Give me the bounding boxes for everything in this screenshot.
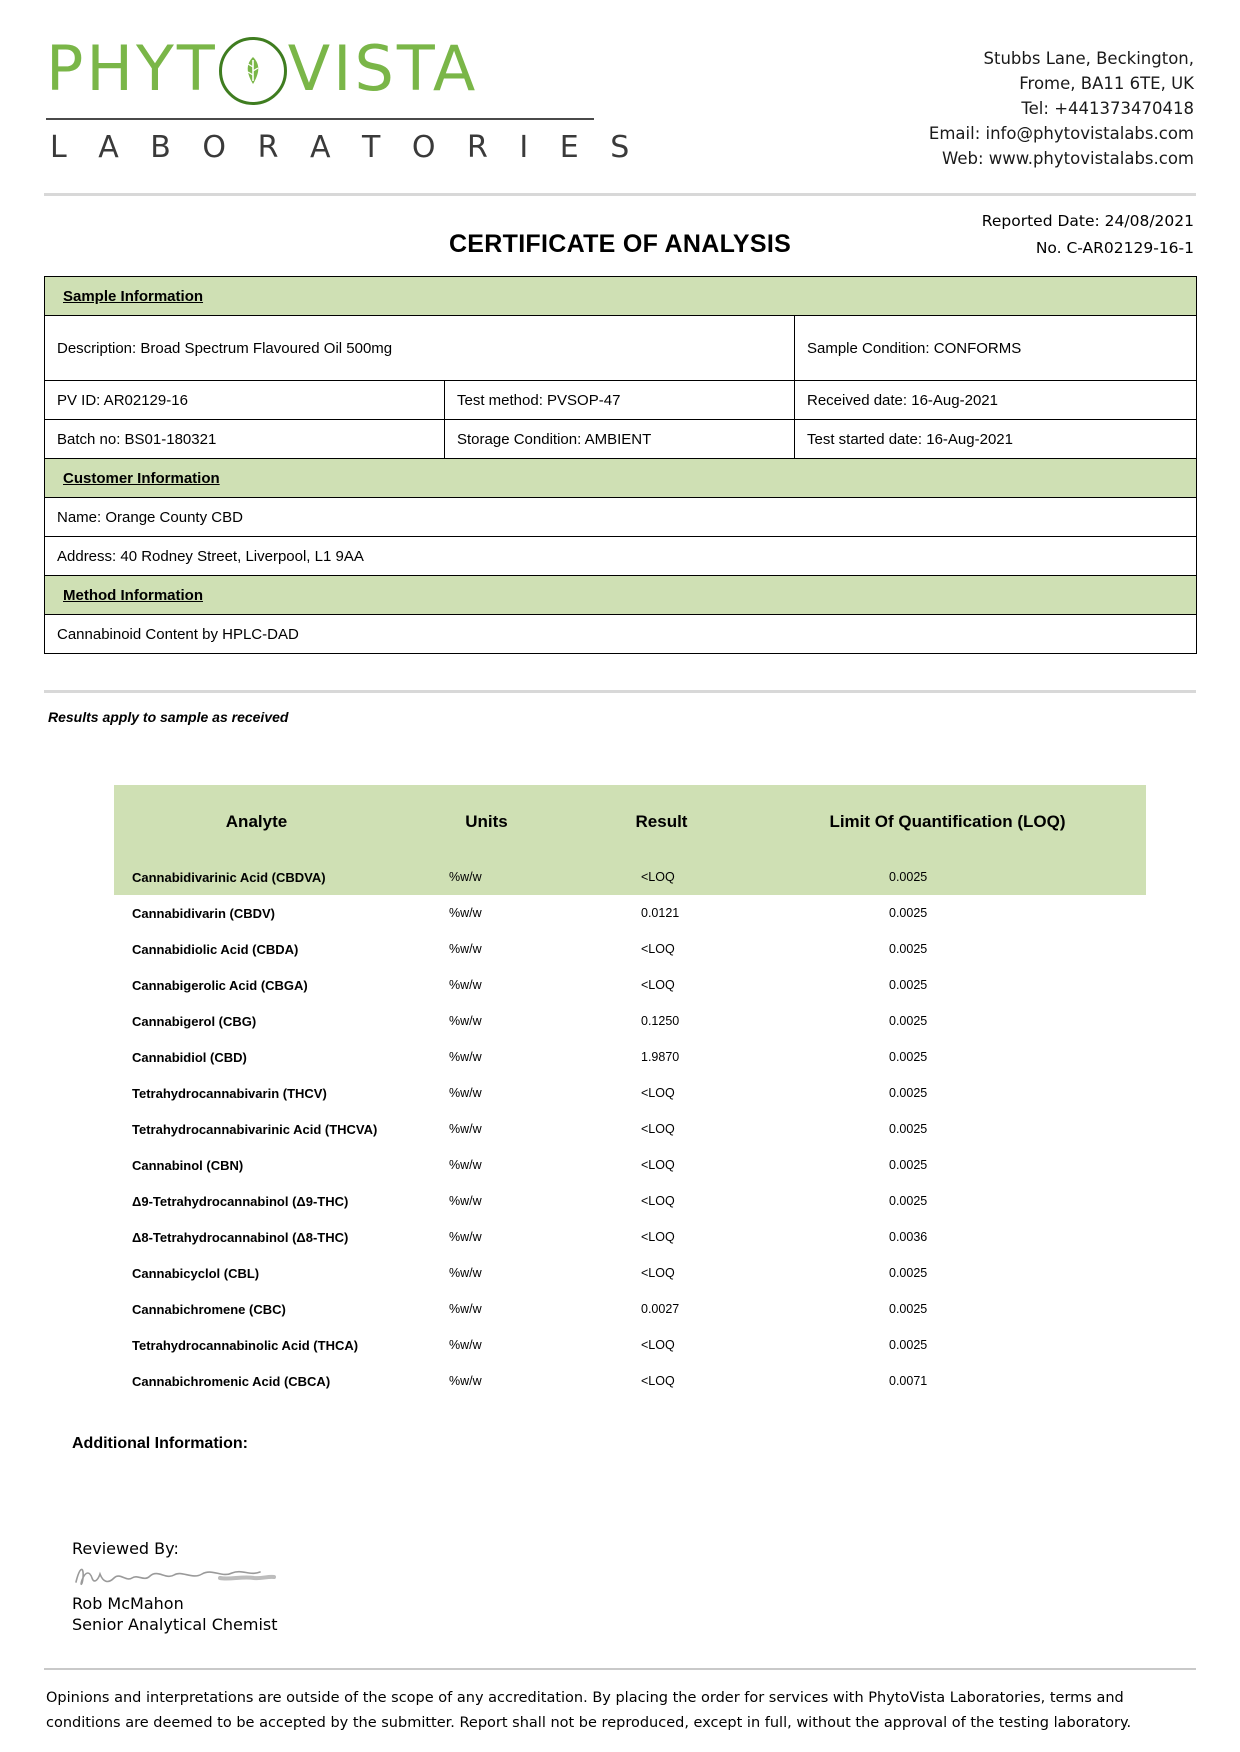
cell-loq: 0.0025: [889, 942, 928, 956]
cell-units: %w/w: [449, 978, 482, 992]
cell-analyte: Cannabidiol (CBD): [132, 1049, 247, 1065]
batch-no: Batch no: BS01-180321: [45, 420, 445, 459]
table-row: [114, 1039, 1146, 1075]
title-row: [44, 208, 1196, 268]
footer-divider: [44, 1668, 1196, 1670]
results-header-row: [114, 785, 1146, 859]
cell-analyte: Cannabichromene (CBC): [132, 1301, 286, 1317]
cell-loq: 0.0025: [889, 1194, 928, 1208]
page-header: [44, 28, 1196, 171]
table-row: [45, 381, 1197, 420]
cell-analyte: Δ9-Tetrahydrocannabinol (Δ9-THC): [132, 1193, 349, 1209]
table-row: [45, 316, 1197, 381]
cell-units: %w/w: [449, 1158, 482, 1172]
table-row: [114, 1075, 1146, 1111]
table-row: [45, 420, 1197, 459]
table-row: [114, 931, 1146, 967]
sample-info-table: [44, 276, 1197, 654]
cell-analyte: Cannabigerol (CBG): [132, 1013, 257, 1029]
received-date: Received date: 16-Aug-2021: [795, 381, 1197, 420]
cell-loq: 0.0036: [889, 1230, 928, 1244]
sample-condition: Sample Condition: CONFORMS: [795, 316, 1197, 381]
cell-analyte: Tetrahydrocannabinolic Acid (THCA): [132, 1337, 359, 1353]
table-row: [114, 1183, 1146, 1219]
brand-logo: [44, 28, 666, 165]
signature-icon: [70, 1560, 1196, 1590]
cell-result: 1.9870: [641, 1050, 680, 1064]
cell-units: %w/w: [449, 1374, 482, 1388]
cell-units: %w/w: [449, 1122, 482, 1136]
results-table: [114, 785, 1146, 1399]
cell-result: <LOQ: [641, 1086, 675, 1100]
contact-block: [929, 28, 1196, 171]
table-row: [114, 1291, 1146, 1327]
cell-analyte: Tetrahydrocannabivarinic Acid (THCVA): [132, 1121, 378, 1137]
cell-result: <LOQ: [574, 859, 749, 895]
contact-website: Web: www.phytovistalabs.com: [941, 149, 1194, 168]
report-number: No. C-AR02129-16-1: [1035, 239, 1194, 257]
cell-result: 0.0121: [641, 906, 680, 920]
cell-analyte: Cannabidivarin (CBDV): [132, 905, 276, 921]
cell-loq: 0.0071: [889, 1374, 928, 1388]
method-description: Cannabinoid Content by HPLC-DAD: [45, 615, 1197, 654]
header-divider: [44, 193, 1196, 196]
report-meta: [982, 208, 1196, 262]
cell-loq: 0.0025: [889, 1122, 928, 1136]
cell-loq: 0.0025: [889, 1158, 928, 1172]
cell-loq: 0.0025: [889, 978, 928, 992]
column-header-loq: Limit Of Quantification (LOQ): [749, 785, 1146, 859]
brand-name-part1: PHYT: [46, 32, 218, 105]
table-row: [45, 459, 1197, 498]
cell-units: %w/w: [449, 942, 482, 956]
table-row: [114, 1255, 1146, 1291]
section-divider: [44, 690, 1196, 693]
reviewer-role: Senior Analytical Chemist: [72, 1615, 278, 1634]
reviewer-name: Rob McMahon: [72, 1594, 184, 1613]
customer-name: Name: Orange County CBD: [45, 498, 1197, 537]
cell-loq: 0.0025: [889, 1338, 928, 1352]
cell-loq: 0.0025: [889, 1050, 928, 1064]
table-row: [114, 859, 1146, 895]
cell-result: 0.0027: [641, 1302, 680, 1316]
table-row: [45, 498, 1197, 537]
cell-units: %w/w: [449, 1014, 482, 1028]
storage-condition: Storage Condition: AMBIENT: [445, 420, 795, 459]
table-row: [114, 1327, 1146, 1363]
cell-units: %w/w: [399, 859, 574, 895]
method-information-heading: Method Information: [45, 576, 1197, 615]
cell-result: <LOQ: [641, 942, 675, 956]
table-row: [114, 1219, 1146, 1255]
logo-divider: [46, 118, 594, 120]
column-header-units: Units: [399, 785, 574, 859]
cell-units: %w/w: [449, 1266, 482, 1280]
cell-analyte: Cannabicyclol (CBL): [132, 1265, 260, 1281]
column-header-result: Result: [574, 785, 749, 859]
cell-result: <LOQ: [641, 978, 675, 992]
contact-email: Email: info@phytovistalabs.com: [928, 124, 1194, 143]
cell-analyte: Δ8-Tetrahydrocannabinol (Δ8-THC): [132, 1229, 349, 1245]
sample-description: Description: Broad Spectrum Flavoured Oil 500mg: [45, 316, 795, 381]
cell-loq: 0.0025: [889, 906, 928, 920]
column-header-analyte: Analyte: [114, 785, 399, 859]
cell-analyte: Cannabinol (CBN): [132, 1157, 244, 1173]
customer-address: Address: 40 Rodney Street, Liverpool, L1 9AA: [45, 537, 1197, 576]
cell-result: <LOQ: [641, 1374, 675, 1388]
brand-subtitle: L A B O R A T O R I E S: [50, 130, 641, 165]
cell-units: %w/w: [449, 1050, 482, 1064]
contact-phone: Tel: +441373470418: [1021, 99, 1194, 118]
table-row: [114, 1003, 1146, 1039]
leaf-icon: [219, 37, 287, 105]
cell-result: <LOQ: [641, 1122, 675, 1136]
cell-analyte: Cannabichromenic Acid (CBCA): [132, 1373, 331, 1389]
cell-units: %w/w: [449, 1230, 482, 1244]
cell-analyte: Tetrahydrocannabivarin (THCV): [132, 1085, 327, 1101]
table-row: [114, 1111, 1146, 1147]
cell-units: %w/w: [449, 1086, 482, 1100]
reviewed-by-label: Reviewed By:: [72, 1539, 179, 1558]
cell-result: <LOQ: [641, 1338, 675, 1352]
cell-loq: 0.0025: [749, 859, 1146, 895]
cell-result: 0.1250: [641, 1014, 680, 1028]
additional-information-label: Additional Information:: [72, 1435, 248, 1452]
brand-wordmark: [46, 28, 666, 110]
brand-name-part2: VISTA: [287, 32, 479, 105]
sample-information-heading: Sample Information: [45, 277, 1197, 316]
cell-units: %w/w: [449, 1194, 482, 1208]
cell-loq: 0.0025: [889, 1014, 928, 1028]
results-note: Results apply to sample as received: [48, 709, 289, 725]
table-row: [45, 576, 1197, 615]
contact-address-line1: Stubbs Lane, Beckington,: [983, 49, 1194, 68]
pv-id: PV ID: AR02129-16: [45, 381, 445, 420]
customer-information-heading: Customer Information: [45, 459, 1197, 498]
cell-result: <LOQ: [641, 1266, 675, 1280]
cell-loq: 0.0025: [889, 1086, 928, 1100]
test-started-date: Test started date: 16-Aug-2021: [795, 420, 1197, 459]
table-row: [45, 615, 1197, 654]
cell-units: %w/w: [449, 906, 482, 920]
cell-result: <LOQ: [641, 1158, 675, 1172]
cell-analyte: Cannabidivarinic Acid (CBDVA): [114, 859, 399, 895]
table-row: [45, 277, 1197, 316]
table-row: [114, 1147, 1146, 1183]
cell-analyte: Cannabidiolic Acid (CBDA): [132, 941, 299, 957]
table-row: [114, 1363, 1146, 1399]
contact-address-line2: Frome, BA11 6TE, UK: [1019, 74, 1194, 93]
page-title: CERTIFICATE OF ANALYSIS: [448, 230, 792, 258]
cell-units: %w/w: [449, 1302, 482, 1316]
disclaimer-text: Opinions and interpretations are outside of the scope of any accreditation. By placing the order for services with PhytoVista Laboratories, terms and conditions are deemed to be accepted by the submitter. Report shall not be reproduced, except in full, without the approval of the testing laboratory.: [46, 1690, 1132, 1731]
table-row: [45, 537, 1197, 576]
cell-result: <LOQ: [641, 1230, 675, 1244]
test-method: Test method: PVSOP-47: [445, 381, 795, 420]
cell-result: <LOQ: [641, 1194, 675, 1208]
table-row: [114, 895, 1146, 931]
cell-loq: 0.0025: [889, 1266, 928, 1280]
cell-loq: 0.0025: [889, 1302, 928, 1316]
cell-units: %w/w: [449, 1338, 482, 1352]
cell-analyte: Cannabigerolic Acid (CBGA): [132, 977, 308, 993]
table-row: [114, 967, 1146, 1003]
reported-date: Reported Date: 24/08/2021: [981, 212, 1194, 230]
